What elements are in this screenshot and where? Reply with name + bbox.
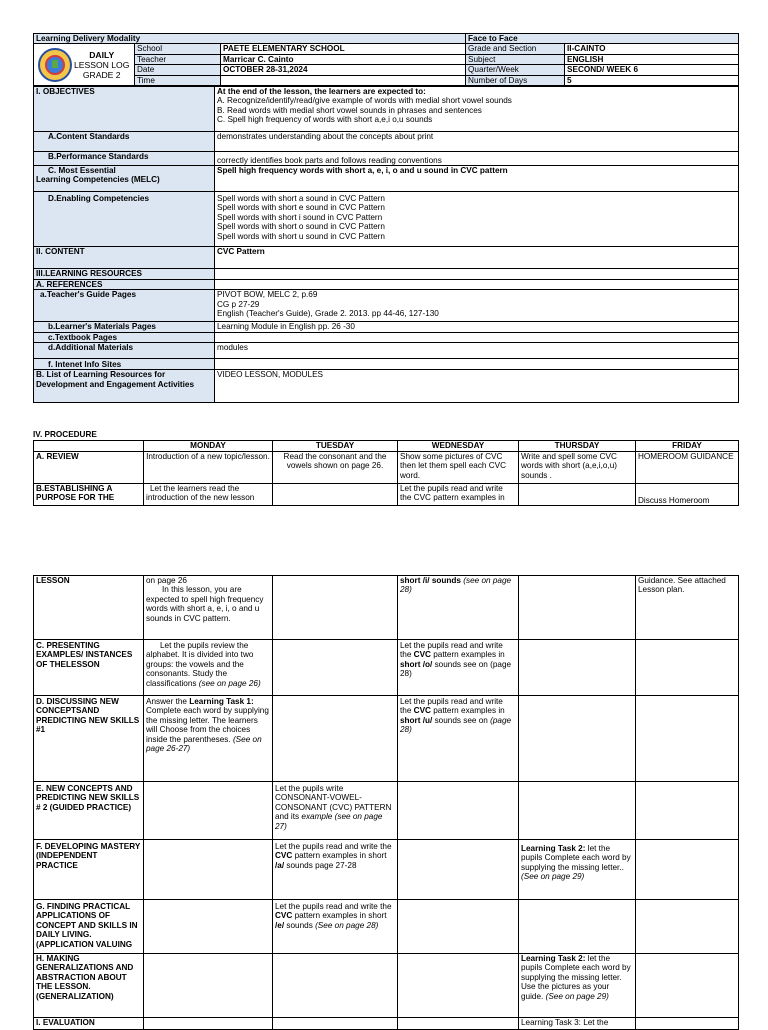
enabling-item: Spell words with short o sound in CVC Pattern bbox=[217, 222, 385, 232]
lesson-label: LESSON bbox=[34, 576, 144, 640]
objectives-heading: I. OBJECTIVES bbox=[34, 87, 215, 132]
generalization-thursday: Learning Task 2: let the pupils Complete each word by supplying the missing letter. Use the pictures as your guide. (See on page 29) bbox=[519, 954, 636, 1018]
textbook-value bbox=[215, 332, 739, 342]
purpose-wednesday: Let the pupils read and write the CVC pattern examples in bbox=[398, 484, 519, 506]
objective-item: C. Spell high frequency of words with short a,e,i o,u sounds bbox=[217, 115, 433, 125]
review-tuesday: Read the consonant and the vowels shown on page 26. bbox=[273, 452, 398, 484]
establishing-purpose-label: B.ESTABLISHING A PURPOSE FOR THE bbox=[34, 484, 144, 506]
melc-value: Spell high frequency words with short a, e, i, o and u sound in CVC pattern bbox=[215, 166, 739, 192]
subject-value: ENGLISH bbox=[565, 54, 739, 64]
additional-materials-label: d.Additional Materials bbox=[34, 343, 215, 359]
delivery-modality-value: Face to Face bbox=[466, 34, 739, 44]
enabling-competencies-label: D.Enabling Competencies bbox=[34, 192, 215, 247]
teachers-guide-label: a.Teacher's Guide Pages bbox=[34, 290, 215, 322]
delivery-modality-label: Learning Delivery Modality bbox=[34, 34, 466, 44]
objective-item: A. Recognize/identify/read/give example of words with medial short vowel sounds bbox=[217, 96, 512, 106]
tg-item: CG p 27-29 bbox=[217, 299, 260, 309]
discussing-concepts-label: D. DISCUSSING NEW CONCEPTSAND PREDICTING NEW SKILLS #1 bbox=[34, 696, 144, 782]
school-label: School bbox=[135, 44, 221, 54]
mastery-thursday: Learning Task 2: let the pupils Complete each word by supplying the missing letter.. (See on page 29) bbox=[519, 840, 636, 900]
tg-item: PIVOT BOW, MELC 2, p.69 bbox=[217, 290, 318, 300]
application-tuesday: Let the pupils read and write the CVC pattern examples in short /e/ sounds (See on page 28) bbox=[273, 900, 398, 954]
day-header-thursday: THURSDAY bbox=[519, 441, 636, 452]
enabling-item: Spell words with short e sound in CVC Pattern bbox=[217, 203, 385, 213]
date-value: OCTOBER 28-31,2024 bbox=[221, 65, 466, 75]
learners-materials-label: b.Learner's Materials Pages bbox=[34, 322, 215, 332]
discussing-monday: Answer the Learning Task 1: Complete each word by supplying the missing letter. The learners will Choose from the choices inside the parentheses. (See on page 26-27) bbox=[144, 696, 273, 782]
day-header-tuesday: TUESDAY bbox=[273, 441, 398, 452]
learning-resources-list-value: VIDEO LESSON, MODULES bbox=[215, 370, 739, 403]
review-friday: HOMEROOM GUIDANCE bbox=[636, 452, 739, 484]
content-value: CVC Pattern bbox=[215, 247, 739, 269]
dll-title: DAILY LESSON LOG GRADE 2 bbox=[74, 49, 130, 80]
enabling-item: Spell words with short u sound in CVC Pattern bbox=[217, 231, 385, 241]
objective-item: B. Read words with medial short vowel sounds in phrases and sentences bbox=[217, 105, 482, 115]
header-table bbox=[33, 33, 739, 86]
additional-materials-value: modules bbox=[215, 343, 739, 359]
objectives-intro: At the end of the lesson, the learners are expected to: bbox=[217, 87, 426, 97]
day-header-wednesday: WEDNESDAY bbox=[398, 441, 519, 452]
presenting-wednesday: Let the pupils read and write the CVC pattern examples in short /o/ sounds see on (page 28) bbox=[398, 640, 519, 696]
days-label: Number of Days bbox=[466, 75, 565, 85]
school-seal-logo bbox=[38, 48, 72, 82]
review-label: A. REVIEW bbox=[34, 452, 144, 484]
tg-item: English (Teacher's Guide), Grade 2. 2013. pp 44-46, 127-130 bbox=[217, 309, 439, 319]
procedure-table bbox=[33, 440, 739, 506]
performance-standards-value: correctly identifies book parts and follows reading conventions bbox=[215, 152, 739, 166]
making-generalizations-label: H. MAKING GENERALIZATIONS AND ABSTRACTION ABOUT THE LESSON. (GENERALIZATION) bbox=[34, 954, 144, 1018]
grade-value: II-CAINTO bbox=[565, 44, 739, 54]
enabling-item: Spell words with short a sound in CVC Pattern bbox=[217, 194, 385, 204]
performance-standards-label: B.Performance Standards bbox=[34, 152, 215, 166]
quarter-value: SECOND/ WEEK 6 bbox=[565, 65, 739, 75]
discussing-wednesday: Let the pupils read and write the CVC pattern examples in short /u/ sounds see on (page 28) bbox=[398, 696, 519, 782]
evaluation-thursday: Learning Task 3: Let the bbox=[519, 1018, 636, 1030]
content-standards-label: A.Content Standards bbox=[34, 132, 215, 152]
content-heading: II. CONTENT bbox=[34, 247, 215, 269]
resources-heading: III.LEARNING RESOURCES bbox=[34, 269, 215, 280]
textbook-label: c.Textbook Pages bbox=[34, 332, 215, 342]
header-section bbox=[33, 33, 738, 403]
developing-mastery-label: F. DEVELOPING MASTERY (INDEPENDENT PRACTICE bbox=[34, 840, 144, 900]
subject-label: Subject bbox=[466, 54, 565, 64]
teachers-guide-list bbox=[215, 290, 739, 322]
procedure-continued-table bbox=[33, 575, 739, 1030]
objectives-list bbox=[215, 87, 739, 132]
review-thursday: Write and spell some CVC words with short (a,e,i,o,u) sounds . bbox=[519, 452, 636, 484]
internet-sites-label: f. Intenet Info Sites bbox=[34, 359, 215, 370]
evaluation-label: I. EVALUATION bbox=[34, 1018, 144, 1030]
procedure-continued-section bbox=[33, 575, 738, 1030]
learning-resources-list-label: B. List of Learning Resources for Development and Engagement Activities bbox=[34, 370, 215, 403]
time-value bbox=[221, 75, 466, 85]
school-value: PAETE ELEMENTARY SCHOOL bbox=[221, 44, 466, 54]
new-concepts-label: E. NEW CONCEPTS AND PREDICTING NEW SKILLS # 2 (GUIDED PRACTICE) bbox=[34, 782, 144, 840]
procedure-heading: IV. PROCEDURE bbox=[33, 430, 97, 439]
lesson-monday: on page 26 In this lesson, you are expected to spell high frequency words with short a, e, i, o and u sounds in CVC pattern. bbox=[144, 576, 273, 640]
references-label: A. REFERENCES bbox=[34, 280, 215, 290]
day-header-friday: FRIDAY bbox=[636, 441, 739, 452]
grade-label: Grade and Section bbox=[466, 44, 565, 54]
date-label: Date bbox=[135, 65, 221, 75]
school-logo-cell bbox=[34, 44, 135, 86]
review-wednesday: Show some pictures of CVC then let them spell each CVC word. bbox=[398, 452, 519, 484]
content-standards-value: demonstrates understanding about the concepts about print bbox=[215, 132, 739, 152]
purpose-friday: Discuss Homeroom bbox=[636, 484, 739, 506]
enabling-item: Spell words with short i sound in CVC Pattern bbox=[217, 212, 383, 222]
presenting-monday: Let the pupils review the alphabet. It is divided into two groups: the vowels and the consonants. Study the classifications (see on page 26) bbox=[144, 640, 273, 696]
procedure-section bbox=[33, 440, 738, 506]
teacher-value: Marricar C. Cainto bbox=[221, 54, 466, 64]
melc-label: C. Most Essential Learning Competencies (MELC) bbox=[34, 166, 215, 192]
internet-sites-value bbox=[215, 359, 739, 370]
time-label: Time bbox=[135, 75, 221, 85]
quarter-label: Quarter/Week bbox=[466, 65, 565, 75]
day-header-monday: MONDAY bbox=[144, 441, 273, 452]
mastery-tuesday: Let the pupils read and write the CVC pattern examples in short /a/ sounds page 27-28 bbox=[273, 840, 398, 900]
review-monday: Introduction of a new topic/lesson. bbox=[144, 452, 273, 484]
learners-materials-value: Learning Module in English pp. 26 -30 bbox=[215, 322, 739, 332]
objectives-table bbox=[33, 86, 739, 403]
days-value: 5 bbox=[565, 75, 739, 85]
presenting-examples-label: C. PRESENTING EXAMPLES/ INSTANCES OF THELESSON bbox=[34, 640, 144, 696]
new-concepts-tuesday: Let the pupils write CONSONANT-VOWEL-CONSONANT (CVC) PATTERN and its example (see on page 27) bbox=[273, 782, 398, 840]
purpose-monday: Let the learners read the introduction of the new lesson bbox=[144, 484, 273, 506]
teacher-label: Teacher bbox=[135, 54, 221, 64]
finding-applications-label: G. FINDING PRACTICAL APPLICATIONS OF CONCEPT AND SKILLS IN DAILY LIVING. (APPLICATION VALUING bbox=[34, 900, 144, 954]
lesson-friday: Guidance. See attached Lesson plan. bbox=[636, 576, 739, 640]
lesson-wednesday: short /i/ sounds (see on page 28) bbox=[398, 576, 519, 640]
enabling-competencies-list bbox=[215, 192, 739, 247]
